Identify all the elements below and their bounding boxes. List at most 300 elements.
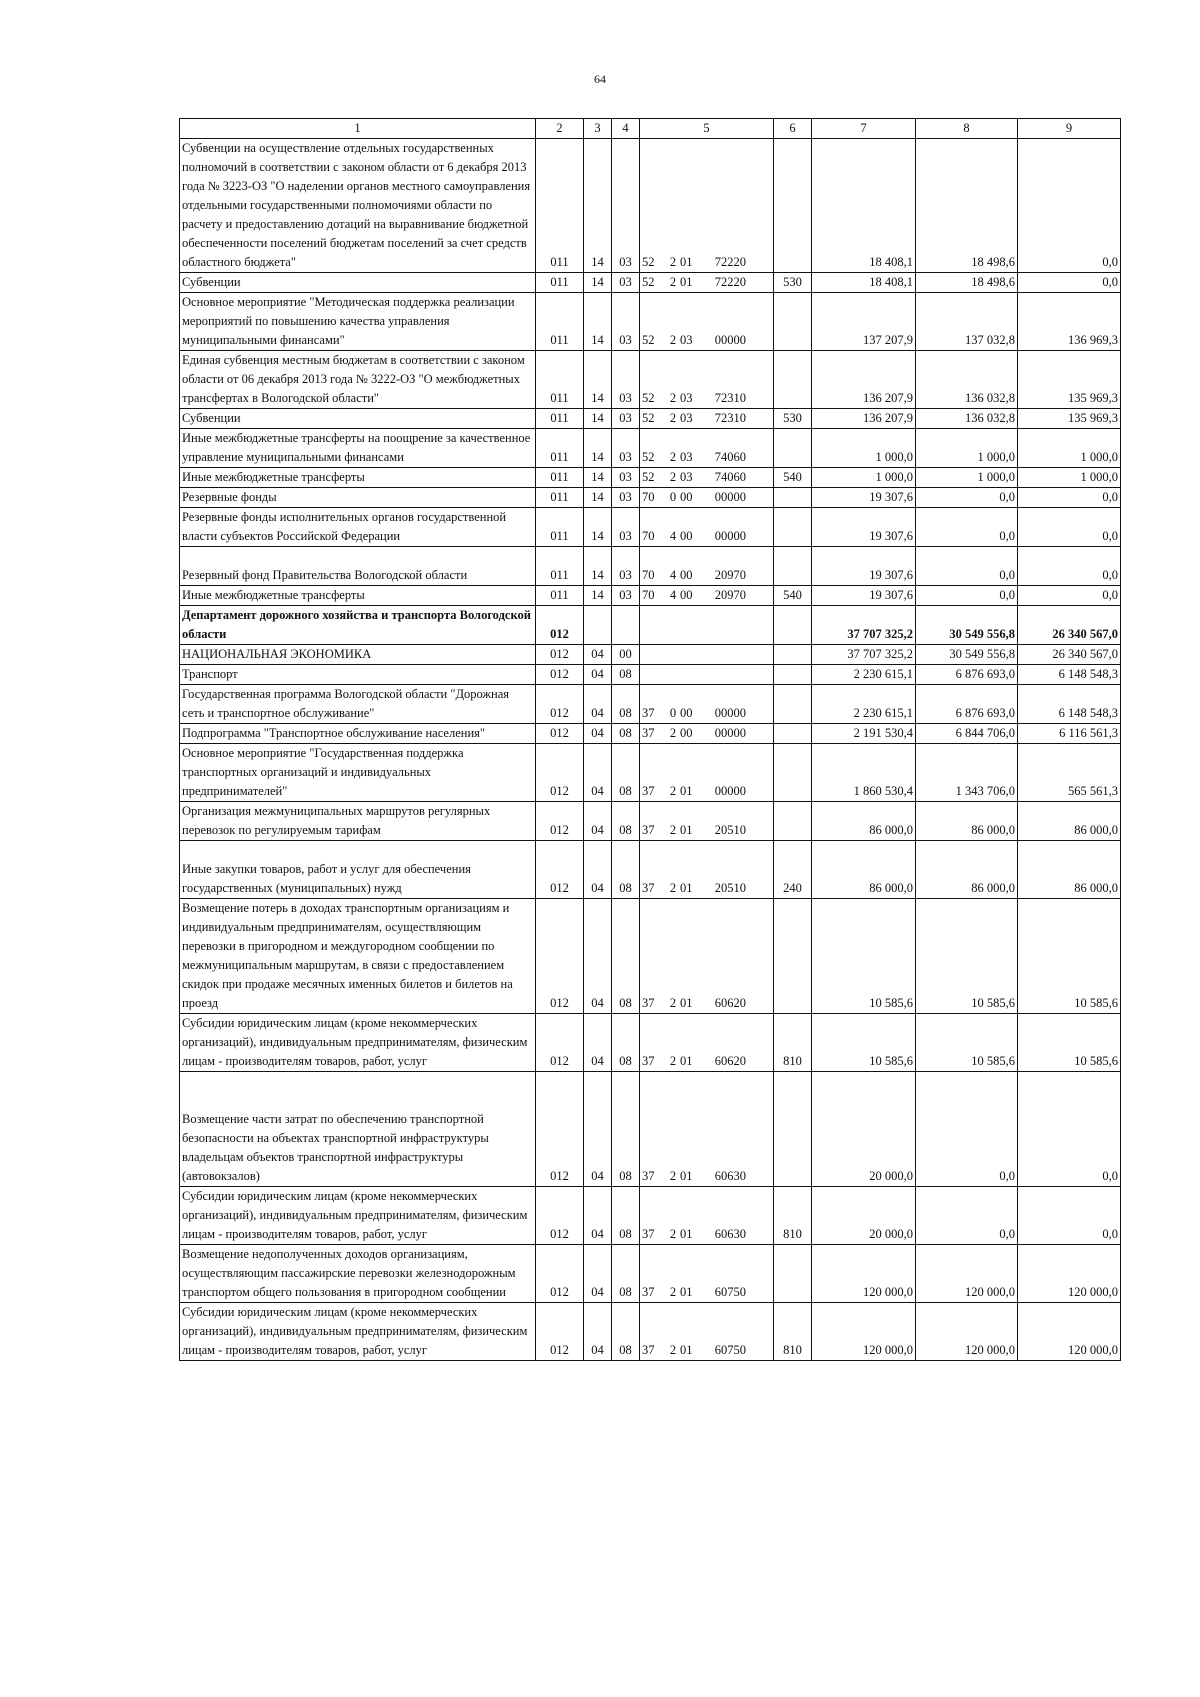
code-subsection-cell: 03 — [612, 547, 640, 586]
amount-col9-cell: 0,0 — [1018, 488, 1121, 508]
target-article-part: 2 — [669, 996, 677, 1010]
code-section-cell: 14 — [584, 293, 612, 351]
row-name: Единая субвенция местным бюджетам в соответствии с законом области от 06 декабря 2013 года № 3222-ОЗ "О межбюджетных трансфертах в Вологодской области" — [182, 353, 525, 405]
target-article-part: 01 — [680, 1054, 693, 1068]
row-name-cell — [180, 586, 536, 606]
target-article-part: 03 — [680, 391, 693, 405]
amount-col9-cell: 6 116 561,3 — [1018, 724, 1121, 744]
table-row — [180, 273, 1121, 293]
code-section-cell: 14 — [584, 508, 612, 547]
code-target-article-cell — [640, 645, 774, 665]
code-section-cell: 14 — [584, 488, 612, 508]
target-article-part: 20510 — [714, 881, 746, 895]
code-ministry-cell: 012 — [536, 606, 584, 645]
code-expense-type-cell: 240 — [774, 841, 812, 899]
amount-col7-cell: 2 230 615,1 — [812, 685, 916, 724]
table-row — [180, 351, 1121, 409]
code-expense-type-cell — [774, 724, 812, 744]
code-subsection-cell: 03 — [612, 429, 640, 468]
amount-col9-cell: 565 561,3 — [1018, 744, 1121, 802]
target-article-part: 52 — [642, 450, 655, 464]
code-section-cell: 04 — [584, 645, 612, 665]
code-subsection-cell: 00 — [612, 645, 640, 665]
amount-col7-cell: 18 408,1 — [812, 273, 916, 293]
target-article-part: 60620 — [714, 996, 746, 1010]
table-row — [180, 468, 1121, 488]
amount-col7-cell: 86 000,0 — [812, 841, 916, 899]
code-expense-type-cell: 530 — [774, 409, 812, 429]
target-article-part: 52 — [642, 333, 655, 347]
code-target-article-cell — [640, 1303, 774, 1361]
row-name: НАЦИОНАЛЬНАЯ ЭКОНОМИКА — [182, 647, 372, 661]
code-expense-type-cell — [774, 606, 812, 645]
row-name-cell — [180, 899, 536, 1014]
code-expense-type-cell — [774, 293, 812, 351]
code-subsection-cell: 08 — [612, 1245, 640, 1303]
code-section-cell: 04 — [584, 1072, 612, 1187]
amount-col8-cell: 6 844 706,0 — [916, 724, 1018, 744]
amount-col8-cell: 18 498,6 — [916, 139, 1018, 273]
row-name-cell — [180, 488, 536, 508]
code-subsection-cell: 08 — [612, 899, 640, 1014]
row-name-cell — [180, 547, 536, 586]
code-target-article-cell — [640, 409, 774, 429]
table-row — [180, 586, 1121, 606]
amount-col8-cell: 18 498,6 — [916, 273, 1018, 293]
code-ministry-cell: 012 — [536, 1187, 584, 1245]
amount-col9-cell: 1 000,0 — [1018, 429, 1121, 468]
amount-col9-cell: 1 000,0 — [1018, 468, 1121, 488]
target-article-part: 4 — [669, 529, 677, 543]
amount-col8-cell: 86 000,0 — [916, 841, 1018, 899]
row-name-cell — [180, 1187, 536, 1245]
target-article-part: 00000 — [714, 726, 746, 740]
table-row — [180, 293, 1121, 351]
row-name: Иные закупки товаров, работ и услуг для обеспечения государственных (муниципальных) нужд — [182, 862, 471, 895]
target-article-part: 00 — [680, 568, 693, 582]
row-name-cell — [180, 1245, 536, 1303]
target-article-part: 00 — [680, 726, 693, 740]
code-section-cell: 04 — [584, 899, 612, 1014]
row-name: Департамент дорожного хозяйства и транспорта Вологодской области — [182, 608, 531, 641]
row-name-cell — [180, 293, 536, 351]
code-subsection-cell: 03 — [612, 409, 640, 429]
code-subsection-cell: 08 — [612, 1072, 640, 1187]
row-name: Субсидии юридическим лицам (кроме некоммерческих организаций), индивидуальным предпринимателям, физическим лицам - производителям товаров, работ, услуг — [182, 1016, 528, 1068]
amount-col7-cell: 10 585,6 — [812, 1014, 916, 1072]
code-target-article-cell — [640, 802, 774, 841]
row-name-cell — [180, 409, 536, 429]
target-article-part: 2 — [669, 784, 677, 798]
code-subsection-cell: 03 — [612, 586, 640, 606]
header-cell: 9 — [1018, 119, 1121, 139]
amount-col9-cell: 136 969,3 — [1018, 293, 1121, 351]
row-name: Возмещение части затрат по обеспечению транспортной безопасности на объектах транспортной инфраструктуры владельцам объектов транспортной инфраструктуры (автовокзалов) — [182, 1112, 489, 1183]
code-subsection-cell: 08 — [612, 1303, 640, 1361]
table-row — [180, 409, 1121, 429]
target-article-part: 37 — [642, 996, 655, 1010]
amount-col7-cell: 136 207,9 — [812, 409, 916, 429]
code-section-cell: 04 — [584, 665, 612, 685]
amount-col8-cell: 120 000,0 — [916, 1245, 1018, 1303]
row-name-cell — [180, 351, 536, 409]
code-subsection-cell: 03 — [612, 488, 640, 508]
code-ministry-cell: 011 — [536, 488, 584, 508]
row-name-cell — [180, 685, 536, 724]
target-article-part: 20970 — [714, 588, 746, 602]
amount-col8-cell: 0,0 — [916, 1072, 1018, 1187]
amount-col7-cell: 86 000,0 — [812, 802, 916, 841]
amount-col7-cell: 1 860 530,4 — [812, 744, 916, 802]
code-ministry-cell: 011 — [536, 293, 584, 351]
code-expense-type-cell — [774, 1072, 812, 1187]
code-target-article-cell — [640, 547, 774, 586]
row-name-cell — [180, 273, 536, 293]
target-article-part: 00 — [680, 706, 693, 720]
target-article-part: 01 — [680, 784, 693, 798]
code-section-cell: 04 — [584, 1187, 612, 1245]
row-name: Резервные фонды исполнительных органов государственной власти субъектов Российской Федерации — [182, 510, 507, 543]
target-article-part: 70 — [642, 529, 655, 543]
target-article-part: 52 — [642, 470, 655, 484]
row-name-cell — [180, 841, 536, 899]
code-target-article-cell — [640, 1014, 774, 1072]
amount-col7-cell: 37 707 325,2 — [812, 606, 916, 645]
row-name: Субвенции — [182, 275, 241, 289]
target-article-part: 01 — [680, 1343, 693, 1357]
code-ministry-cell: 012 — [536, 744, 584, 802]
target-article-part: 2 — [669, 333, 677, 347]
code-section-cell: 04 — [584, 841, 612, 899]
target-article-part: 2 — [669, 255, 677, 269]
amount-col9-cell: 135 969,3 — [1018, 351, 1121, 409]
amount-col7-cell: 120 000,0 — [812, 1245, 916, 1303]
code-section-cell: 04 — [584, 1303, 612, 1361]
code-subsection-cell: 03 — [612, 351, 640, 409]
code-target-article-cell — [640, 468, 774, 488]
amount-col9-cell: 0,0 — [1018, 273, 1121, 293]
header-cell: 2 — [536, 119, 584, 139]
header-cell: 1 — [180, 119, 536, 139]
target-article-part: 0 — [669, 706, 677, 720]
target-article-part: 37 — [642, 1227, 655, 1241]
target-article-part: 2 — [669, 1227, 677, 1241]
code-target-article-cell — [640, 293, 774, 351]
row-name-cell — [180, 606, 536, 645]
amount-col9-cell: 0,0 — [1018, 1072, 1121, 1187]
amount-col7-cell: 2 191 530,4 — [812, 724, 916, 744]
code-ministry-cell: 011 — [536, 468, 584, 488]
code-section-cell: 04 — [584, 685, 612, 724]
target-article-part: 52 — [642, 255, 655, 269]
code-ministry-cell: 011 — [536, 351, 584, 409]
row-name-cell — [180, 1303, 536, 1361]
target-article-part: 01 — [680, 1227, 693, 1241]
amount-col8-cell: 0,0 — [916, 586, 1018, 606]
amount-col8-cell: 1 343 706,0 — [916, 744, 1018, 802]
target-article-part: 00000 — [714, 706, 746, 720]
code-expense-type-cell — [774, 351, 812, 409]
amount-col9-cell: 26 340 567,0 — [1018, 645, 1121, 665]
code-target-article-cell — [640, 429, 774, 468]
target-article-part: 01 — [680, 1285, 693, 1299]
target-article-part: 00000 — [714, 490, 746, 504]
target-article-part: 2 — [669, 823, 677, 837]
target-article-part: 74060 — [714, 470, 746, 484]
target-article-part: 2 — [669, 881, 677, 895]
amount-col7-cell: 1 000,0 — [812, 468, 916, 488]
target-article-part: 2 — [669, 391, 677, 405]
row-name: Основное мероприятие "Государственная поддержка транспортных организаций и индивидуальных предпринимателей" — [182, 746, 464, 798]
header-cell: 6 — [774, 119, 812, 139]
code-expense-type-cell — [774, 899, 812, 1014]
code-target-article-cell — [640, 273, 774, 293]
code-subsection-cell: 03 — [612, 139, 640, 273]
amount-col7-cell: 37 707 325,2 — [812, 645, 916, 665]
amount-col8-cell: 137 032,8 — [916, 293, 1018, 351]
row-name: Возмещение недополученных доходов организациям, осуществляющим пассажирские перевозки железнодорожным транспортом общего пользования в пригородном сообщении — [182, 1247, 516, 1299]
row-name: Субсидии юридическим лицам (кроме некоммерческих организаций), индивидуальным предпринимателям, физическим лицам - производителям товаров, работ, услуг — [182, 1189, 528, 1241]
row-name-cell — [180, 468, 536, 488]
code-subsection-cell: 08 — [612, 802, 640, 841]
row-name: Резервный фонд Правительства Вологодской области — [182, 568, 468, 582]
code-ministry-cell: 012 — [536, 665, 584, 685]
table-row — [180, 665, 1121, 685]
code-target-article-cell — [640, 586, 774, 606]
code-section-cell: 04 — [584, 1245, 612, 1303]
code-section-cell: 14 — [584, 586, 612, 606]
target-article-part: 37 — [642, 1169, 655, 1183]
amount-col9-cell: 86 000,0 — [1018, 841, 1121, 899]
row-name-cell — [180, 1072, 536, 1187]
code-expense-type-cell — [774, 744, 812, 802]
target-article-part: 03 — [680, 333, 693, 347]
row-name: Резервные фонды — [182, 490, 277, 504]
table-row — [180, 606, 1121, 645]
target-article-part: 60630 — [714, 1227, 746, 1241]
target-article-part: 72220 — [714, 275, 746, 289]
target-article-part: 37 — [642, 823, 655, 837]
table-row — [180, 645, 1121, 665]
code-ministry-cell: 011 — [536, 139, 584, 273]
code-expense-type-cell: 530 — [774, 273, 812, 293]
code-ministry-cell: 012 — [536, 899, 584, 1014]
target-article-part: 74060 — [714, 450, 746, 464]
target-article-part: 00000 — [714, 529, 746, 543]
table-row — [180, 1245, 1121, 1303]
amount-col7-cell: 136 207,9 — [812, 351, 916, 409]
target-article-part: 4 — [669, 568, 677, 582]
code-expense-type-cell: 810 — [774, 1303, 812, 1361]
row-name: Иные межбюджетные трансферты на поощрение за качественное управление муниципальными финансами — [182, 431, 531, 464]
code-ministry-cell: 012 — [536, 645, 584, 665]
code-target-article-cell — [640, 899, 774, 1014]
code-section-cell: 14 — [584, 429, 612, 468]
target-article-part: 70 — [642, 588, 655, 602]
code-ministry-cell: 012 — [536, 841, 584, 899]
amount-col9-cell: 86 000,0 — [1018, 802, 1121, 841]
table-row — [180, 1072, 1121, 1187]
code-section-cell: 04 — [584, 724, 612, 744]
table-row — [180, 899, 1121, 1014]
target-article-part: 37 — [642, 706, 655, 720]
amount-col9-cell: 6 148 548,3 — [1018, 665, 1121, 685]
amount-col8-cell: 10 585,6 — [916, 899, 1018, 1014]
table-row — [180, 488, 1121, 508]
target-article-part: 72310 — [714, 411, 746, 425]
table-row — [180, 1187, 1121, 1245]
target-article-part: 60620 — [714, 1054, 746, 1068]
code-ministry-cell: 012 — [536, 724, 584, 744]
amount-col7-cell: 19 307,6 — [812, 508, 916, 547]
code-target-article-cell — [640, 841, 774, 899]
amount-col8-cell: 1 000,0 — [916, 429, 1018, 468]
amount-col9-cell: 0,0 — [1018, 586, 1121, 606]
header-cell: 4 — [612, 119, 640, 139]
amount-col9-cell: 0,0 — [1018, 1187, 1121, 1245]
amount-col8-cell: 86 000,0 — [916, 802, 1018, 841]
code-expense-type-cell — [774, 802, 812, 841]
amount-col8-cell: 1 000,0 — [916, 468, 1018, 488]
target-article-part: 72220 — [714, 255, 746, 269]
table-row — [180, 547, 1121, 586]
code-subsection-cell: 03 — [612, 508, 640, 547]
target-article-part: 03 — [680, 470, 693, 484]
code-ministry-cell: 012 — [536, 1072, 584, 1187]
code-target-article-cell — [640, 508, 774, 547]
amount-col8-cell: 30 549 556,8 — [916, 606, 1018, 645]
target-article-part: 2 — [669, 470, 677, 484]
target-article-part: 60750 — [714, 1285, 746, 1299]
amount-col9-cell: 10 585,6 — [1018, 899, 1121, 1014]
target-article-part: 00000 — [714, 784, 746, 798]
target-article-part: 20970 — [714, 568, 746, 582]
code-expense-type-cell: 540 — [774, 468, 812, 488]
code-subsection-cell: 08 — [612, 744, 640, 802]
code-section-cell: 04 — [584, 802, 612, 841]
code-target-article-cell — [640, 139, 774, 273]
code-section-cell: 14 — [584, 409, 612, 429]
amount-col8-cell: 0,0 — [916, 508, 1018, 547]
code-target-article-cell — [640, 351, 774, 409]
target-article-part: 01 — [680, 1169, 693, 1183]
code-section-cell: 14 — [584, 351, 612, 409]
target-article-part: 00 — [680, 490, 693, 504]
code-subsection-cell: 03 — [612, 273, 640, 293]
target-article-part: 2 — [669, 450, 677, 464]
code-expense-type-cell — [774, 645, 812, 665]
amount-col7-cell: 1 000,0 — [812, 429, 916, 468]
page-number: 64 — [594, 72, 606, 86]
table-body — [180, 139, 1121, 1361]
target-article-part: 60750 — [714, 1343, 746, 1357]
row-name: Субвенции на осуществление отдельных государственных полномочий в соответствии с законом области от 6 декабря 2013 года № 3223-ОЗ "О наделении органов местного самоуправления отдельными государственными полномочиями области по расчету и предоставлению дотаций на выравнивание бюджетной обеспеченности поселений бюджетам поселений за счет средств областного бюджета" — [182, 141, 531, 269]
row-name: Организация межмуниципальных маршрутов регулярных перевозок по регулируемым тарифам — [182, 804, 491, 837]
amount-col9-cell: 0,0 — [1018, 508, 1121, 547]
amount-col7-cell: 20 000,0 — [812, 1072, 916, 1187]
code-section-cell: 14 — [584, 273, 612, 293]
amount-col8-cell: 120 000,0 — [916, 1303, 1018, 1361]
row-name-cell — [180, 1014, 536, 1072]
target-article-part: 37 — [642, 1054, 655, 1068]
target-article-part: 01 — [680, 275, 693, 289]
target-article-part: 2 — [669, 726, 677, 740]
code-section-cell: 14 — [584, 139, 612, 273]
table-row — [180, 841, 1121, 899]
target-article-part: 03 — [680, 411, 693, 425]
code-subsection-cell: 08 — [612, 841, 640, 899]
amount-col8-cell: 6 876 693,0 — [916, 665, 1018, 685]
code-subsection-cell: 08 — [612, 1014, 640, 1072]
amount-col9-cell: 26 340 567,0 — [1018, 606, 1121, 645]
target-article-part: 70 — [642, 568, 655, 582]
header-cell: 5 — [640, 119, 774, 139]
table-row — [180, 139, 1121, 273]
target-article-part: 52 — [642, 391, 655, 405]
code-section-cell — [584, 606, 612, 645]
row-name: Субвенции — [182, 411, 241, 425]
code-ministry-cell: 012 — [536, 1014, 584, 1072]
code-section-cell: 14 — [584, 468, 612, 488]
target-article-part: 2 — [669, 275, 677, 289]
table-row — [180, 724, 1121, 744]
code-subsection-cell: 08 — [612, 724, 640, 744]
table-row — [180, 429, 1121, 468]
target-article-part: 20510 — [714, 823, 746, 837]
code-section-cell: 14 — [584, 547, 612, 586]
target-article-part: 03 — [680, 450, 693, 464]
amount-col8-cell: 10 585,6 — [916, 1014, 1018, 1072]
amount-col7-cell: 19 307,6 — [812, 547, 916, 586]
code-expense-type-cell — [774, 665, 812, 685]
amount-col7-cell: 120 000,0 — [812, 1303, 916, 1361]
code-target-article-cell — [640, 665, 774, 685]
amount-col7-cell: 19 307,6 — [812, 488, 916, 508]
target-article-part: 2 — [669, 411, 677, 425]
row-name-cell — [180, 724, 536, 744]
table-row — [180, 802, 1121, 841]
target-article-part: 00 — [680, 588, 693, 602]
amount-col9-cell: 6 148 548,3 — [1018, 685, 1121, 724]
code-target-article-cell — [640, 724, 774, 744]
row-name-cell — [180, 802, 536, 841]
header-cell: 7 — [812, 119, 916, 139]
table-row — [180, 744, 1121, 802]
code-section-cell: 04 — [584, 744, 612, 802]
header-row — [180, 119, 1121, 139]
code-subsection-cell: 03 — [612, 293, 640, 351]
row-name: Подпрограмма "Транспортное обслуживание населения" — [182, 726, 485, 740]
amount-col8-cell: 6 876 693,0 — [916, 685, 1018, 724]
amount-col7-cell: 2 230 615,1 — [812, 665, 916, 685]
amount-col9-cell: 135 969,3 — [1018, 409, 1121, 429]
target-article-part: 01 — [680, 881, 693, 895]
target-article-part: 2 — [669, 1285, 677, 1299]
target-article-part: 72310 — [714, 391, 746, 405]
header-cell: 8 — [916, 119, 1018, 139]
code-subsection-cell: 08 — [612, 665, 640, 685]
amount-col9-cell: 120 000,0 — [1018, 1245, 1121, 1303]
amount-col7-cell: 19 307,6 — [812, 586, 916, 606]
row-name: Иные межбюджетные трансферты — [182, 470, 365, 484]
amount-col7-cell: 10 585,6 — [812, 899, 916, 1014]
target-article-part: 37 — [642, 726, 655, 740]
code-ministry-cell: 011 — [536, 547, 584, 586]
code-ministry-cell: 012 — [536, 685, 584, 724]
code-target-article-cell — [640, 1072, 774, 1187]
amount-col8-cell: 0,0 — [916, 1187, 1018, 1245]
row-name-cell — [180, 508, 536, 547]
